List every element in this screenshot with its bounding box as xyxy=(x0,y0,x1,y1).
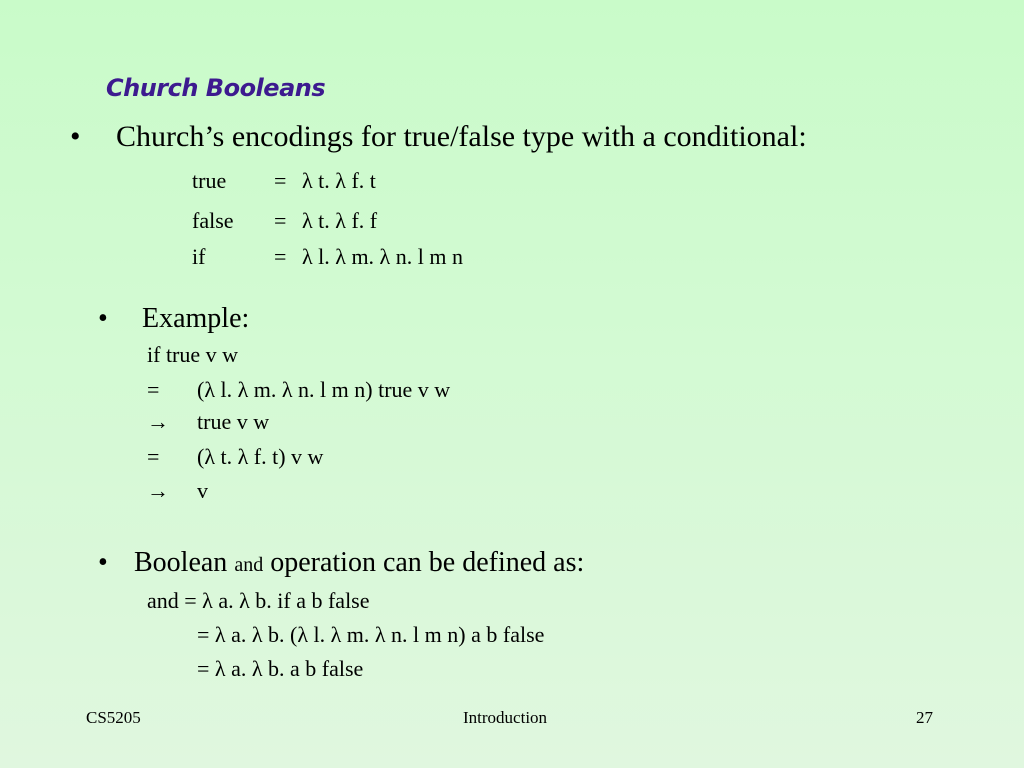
and-def-line-1: and = λ a. λ b. if a b false xyxy=(147,588,370,613)
example-step xyxy=(147,377,450,403)
bullet-text-3-before: Boolean xyxy=(134,547,228,578)
bullet-text-3-after: operation can be defined as: xyxy=(270,547,585,578)
and-def-line-2: = λ a. λ b. (λ l. λ m. λ n. l m n) a b false xyxy=(197,622,545,647)
def-false-eq: = xyxy=(274,208,287,233)
example-step xyxy=(147,444,323,470)
example-step xyxy=(147,409,269,435)
bullet-text-3-and: and xyxy=(234,554,264,576)
bullet-text-2: Example: xyxy=(142,303,250,334)
example-step-op: = xyxy=(147,444,160,469)
slide-title: Church Booleans xyxy=(106,74,326,102)
bullet-text-3 xyxy=(134,547,584,579)
and-def-line-3: = λ a. λ b. a b false xyxy=(197,656,364,681)
example-step-op: → xyxy=(147,478,169,503)
bullet-marker-2: • xyxy=(98,303,108,334)
bullet-text-1: Church’s encodings for true/false type with a conditional: xyxy=(116,120,807,153)
bullet-marker-1: • xyxy=(70,120,81,153)
def-if-name: if xyxy=(192,244,206,269)
footer-course: CS5205 xyxy=(86,708,141,727)
def-false-expr: λ t. λ f. f xyxy=(302,208,378,233)
footer-page-number: 27 xyxy=(916,708,933,727)
example-step-expr: v xyxy=(197,478,208,503)
def-if-expr: λ l. λ m. λ n. l m n xyxy=(302,244,463,269)
def-false-name: false xyxy=(192,208,234,233)
example-step-expr: true v w xyxy=(197,409,270,434)
bullet-marker-3: • xyxy=(98,547,108,578)
def-true-expr: λ t. λ f. t xyxy=(302,168,376,193)
example-step-op: → xyxy=(147,409,169,434)
example-first-line: if true v w xyxy=(147,342,239,367)
def-if-eq: = xyxy=(274,244,287,269)
example-step-expr: (λ l. λ m. λ n. l m n) true v w xyxy=(197,377,451,402)
example-step-expr: (λ t. λ f. t) v w xyxy=(197,444,324,469)
def-true-eq: = xyxy=(274,168,287,193)
example-step xyxy=(147,478,208,504)
example-step-op: = xyxy=(147,377,160,402)
footer-section: Introduction xyxy=(463,708,548,727)
def-true-name: true xyxy=(192,168,227,193)
